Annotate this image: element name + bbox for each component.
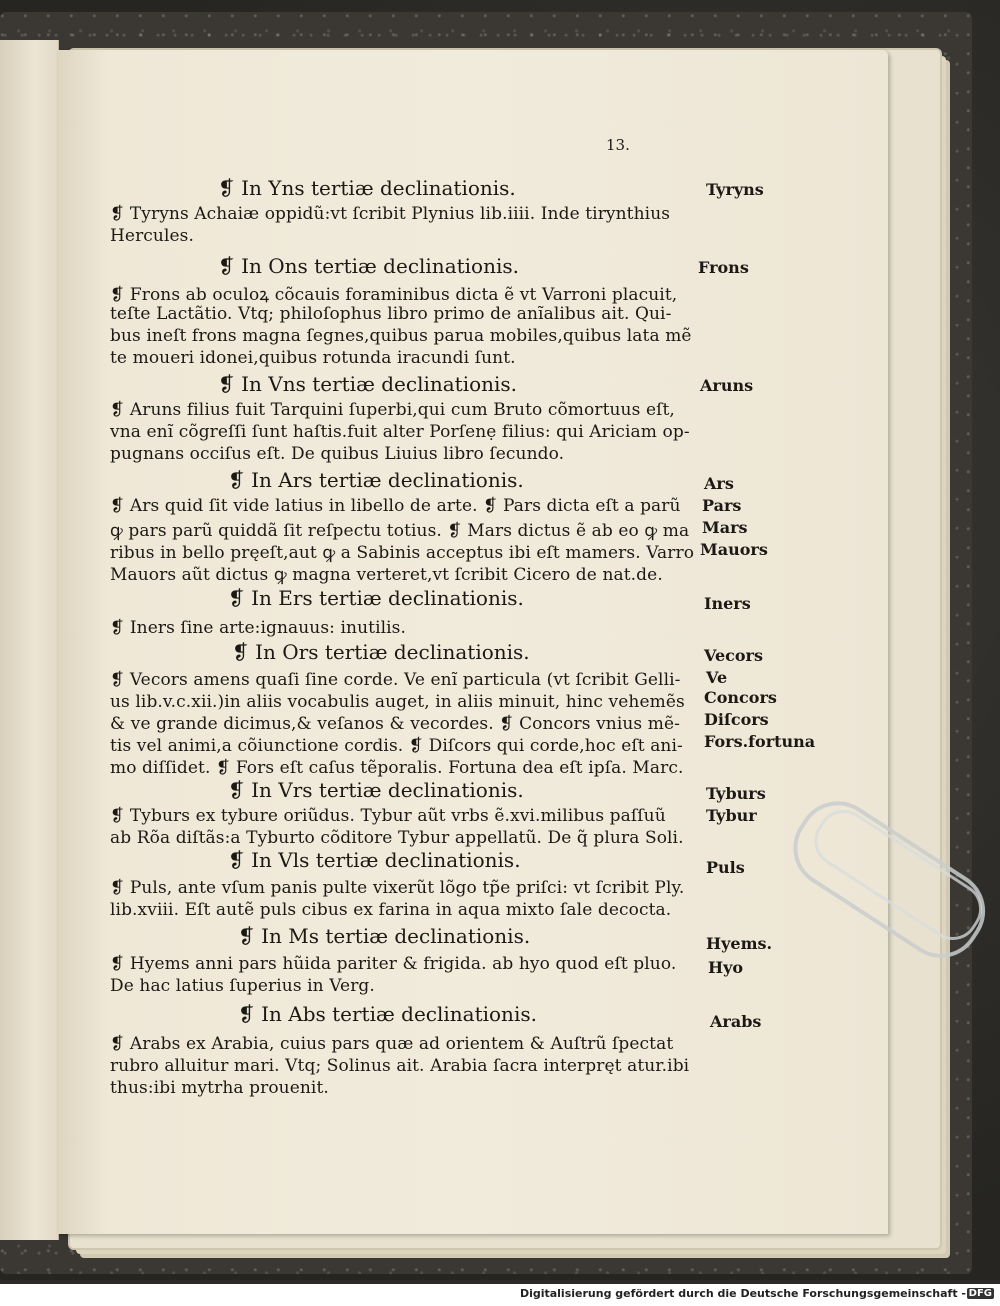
- section-heading: ❡ In Ors tertiæ declinationis.: [232, 640, 530, 664]
- section-heading: ❡ In Vls tertiæ declinationis.: [228, 848, 521, 872]
- margin-note: Pars: [702, 496, 742, 515]
- section-heading: ❡ In Ms tertiæ declinationis.: [238, 924, 531, 948]
- text-line: ❡ Arabs ex Arabia, cuius pars quæ ad orientem & Auſtrũ ſpectat: [110, 1034, 674, 1054]
- text-line: Mauors aũt dictus ꝙ magna verteret,vt ſcribit Cicero de nat.de.: [110, 565, 663, 585]
- margin-note: Frons: [698, 258, 749, 277]
- section-heading: ❡ In Ons tertiæ declinationis.: [218, 254, 519, 278]
- margin-note: Ars: [704, 474, 734, 493]
- text-line: ❡ Hyems anni pars hũida pariter & frigida. ab hyo quod eſt pluo.: [110, 954, 677, 974]
- text-line: bus ineſt frons magna ſegnes,quibus parua mobiles,quibus lata mẽ: [110, 326, 692, 346]
- text-line: ❡ Tyryns Achaiæ oppidũ:vt ſcribit Plynius lib.iiii. Inde tirynthius: [110, 204, 671, 224]
- text-line: tis vel animi,a cõiunctione cordis. ❡ Diſcors qui corde,hoc eſt ani-: [110, 736, 683, 756]
- margin-note: Aruns: [700, 376, 754, 395]
- text-line: pugnans occiſus eſt. De quibus Liuius libro ſecundo.: [110, 444, 565, 464]
- margin-note: Hyems.: [706, 934, 773, 953]
- text-line: Hercules.: [110, 226, 195, 246]
- margin-note: Puls: [706, 858, 745, 877]
- margin-note: Ve: [706, 668, 728, 687]
- text-line: rubro alluitur mari. Vtq; Solinus ait. Arabia ſacra interpręt atur.ibi: [110, 1056, 690, 1076]
- text-line: mo diſſidet. ❡ Fors eſt caſus tẽporalis. Fortuna dea eſt ipſa. Marc.: [110, 758, 684, 778]
- left-page-edge: [0, 40, 59, 1240]
- page-number: 13.: [606, 136, 630, 154]
- text-line: ❡ Iners ſine arte:ignauus: inutilis.: [110, 618, 407, 638]
- section-heading: ❡ In Ers tertiæ declinationis.: [228, 586, 524, 610]
- text-line: thus:ibi mytrha prouenit.: [110, 1078, 329, 1098]
- margin-note: Tybur: [706, 806, 757, 825]
- text-line: ꝙ pars parũ quiddã ſit reſpectu totius. ❡ Mars dictus ẽ ab eo ꝙ ma: [110, 521, 690, 541]
- section-heading: ❡ In Yns tertiæ declinationis.: [218, 176, 516, 200]
- section-heading: ❡ In Vns tertiæ declinationis.: [218, 372, 518, 396]
- margin-note: Hyo: [708, 958, 744, 977]
- section-heading: ❡ In Ars tertiæ declinationis.: [228, 468, 524, 492]
- margin-note: Mauors: [700, 540, 768, 559]
- margin-note: Iners: [704, 594, 751, 613]
- footer-bar: [0, 1284, 1000, 1306]
- text-line: ❡ Frons ab oculoꝝ cõcauis foraminibus dicta ẽ vt Varroni placuit,: [110, 285, 678, 305]
- text-line: vna enĩ cõgreſſi ſunt haſtis.fuit alter Porſenẹ filius: qui Ariciam op-: [110, 422, 690, 442]
- text-line: ab Rõa diſtãs:a Tyburto cõditore Tybur appellatũ. De q̃ plura Soli.: [110, 828, 684, 848]
- text-line: ❡ Vecors amens quaſi ſine corde. Ve enĩ particula (vt ſcribit Gelli-: [110, 670, 681, 690]
- margin-note: Arabs: [710, 1012, 762, 1031]
- text-line: ❡ Aruns filius fuit Tarquini ſuperbi,qui cum Bruto cõmortuus eſt,: [110, 400, 675, 420]
- margin-note: Vecors: [704, 646, 763, 665]
- margin-note: Concors: [704, 688, 777, 707]
- margin-note: Diſcors: [704, 710, 769, 729]
- margin-note: Tyburs: [706, 784, 766, 803]
- text-line: teſte Lactãtio. Vtq; philoſophus libro primo de anĩalibus ait. Qui-: [110, 304, 672, 324]
- text-line: ❡ Puls, ante vſum panis pulte vixerũt lõgo tp̃e priſci: vt ſcribit Ply.: [110, 878, 685, 898]
- footer-credit: Digitalisierung gefördert durch die Deutsche Forschungsgemeinschaft -: [519, 1287, 966, 1300]
- text-line: & ve grande dicimus,& veſanos & vecordes. ❡ Concors vnius mẽ-: [110, 714, 680, 734]
- dfg-logo: DFG: [968, 1288, 992, 1299]
- text-line: ❡ Tyburs ex tybure oriũdus. Tybur aũt vrbs ẽ.xvi.milibus paſſuũ: [110, 806, 666, 826]
- section-heading: ❡ In Abs tertiæ declinationis.: [238, 1002, 537, 1026]
- text-line: lib.xviii. Eſt autẽ puls cibus ex farina in aqua mixto ſale decocta.: [110, 900, 672, 920]
- margin-note: Tyryns: [706, 180, 764, 199]
- text-line: te moueri idonei,quibus rotunda iracundi ſunt.: [110, 348, 516, 368]
- section-heading: ❡ In Vrs tertiæ declinationis.: [228, 778, 524, 802]
- margin-note: Mars: [702, 518, 748, 537]
- text-line: De hac latius ſuperius in Verg.: [110, 976, 375, 996]
- text-line: us lib.v.c.xii.)in aliis vocabulis auget, in aliis minuit, hinc vehemẽs: [110, 692, 685, 712]
- text-line: ❡ Ars quid ſit vide latius in libello de arte. ❡ Pars dicta eſt a parũ: [110, 496, 681, 516]
- margin-note: Fors.fortuna: [704, 732, 816, 751]
- text-line: ribus in bello pręeſt,aut ꝙ a Sabinis acceptus ibi eſt mamers. Varro: [110, 543, 695, 563]
